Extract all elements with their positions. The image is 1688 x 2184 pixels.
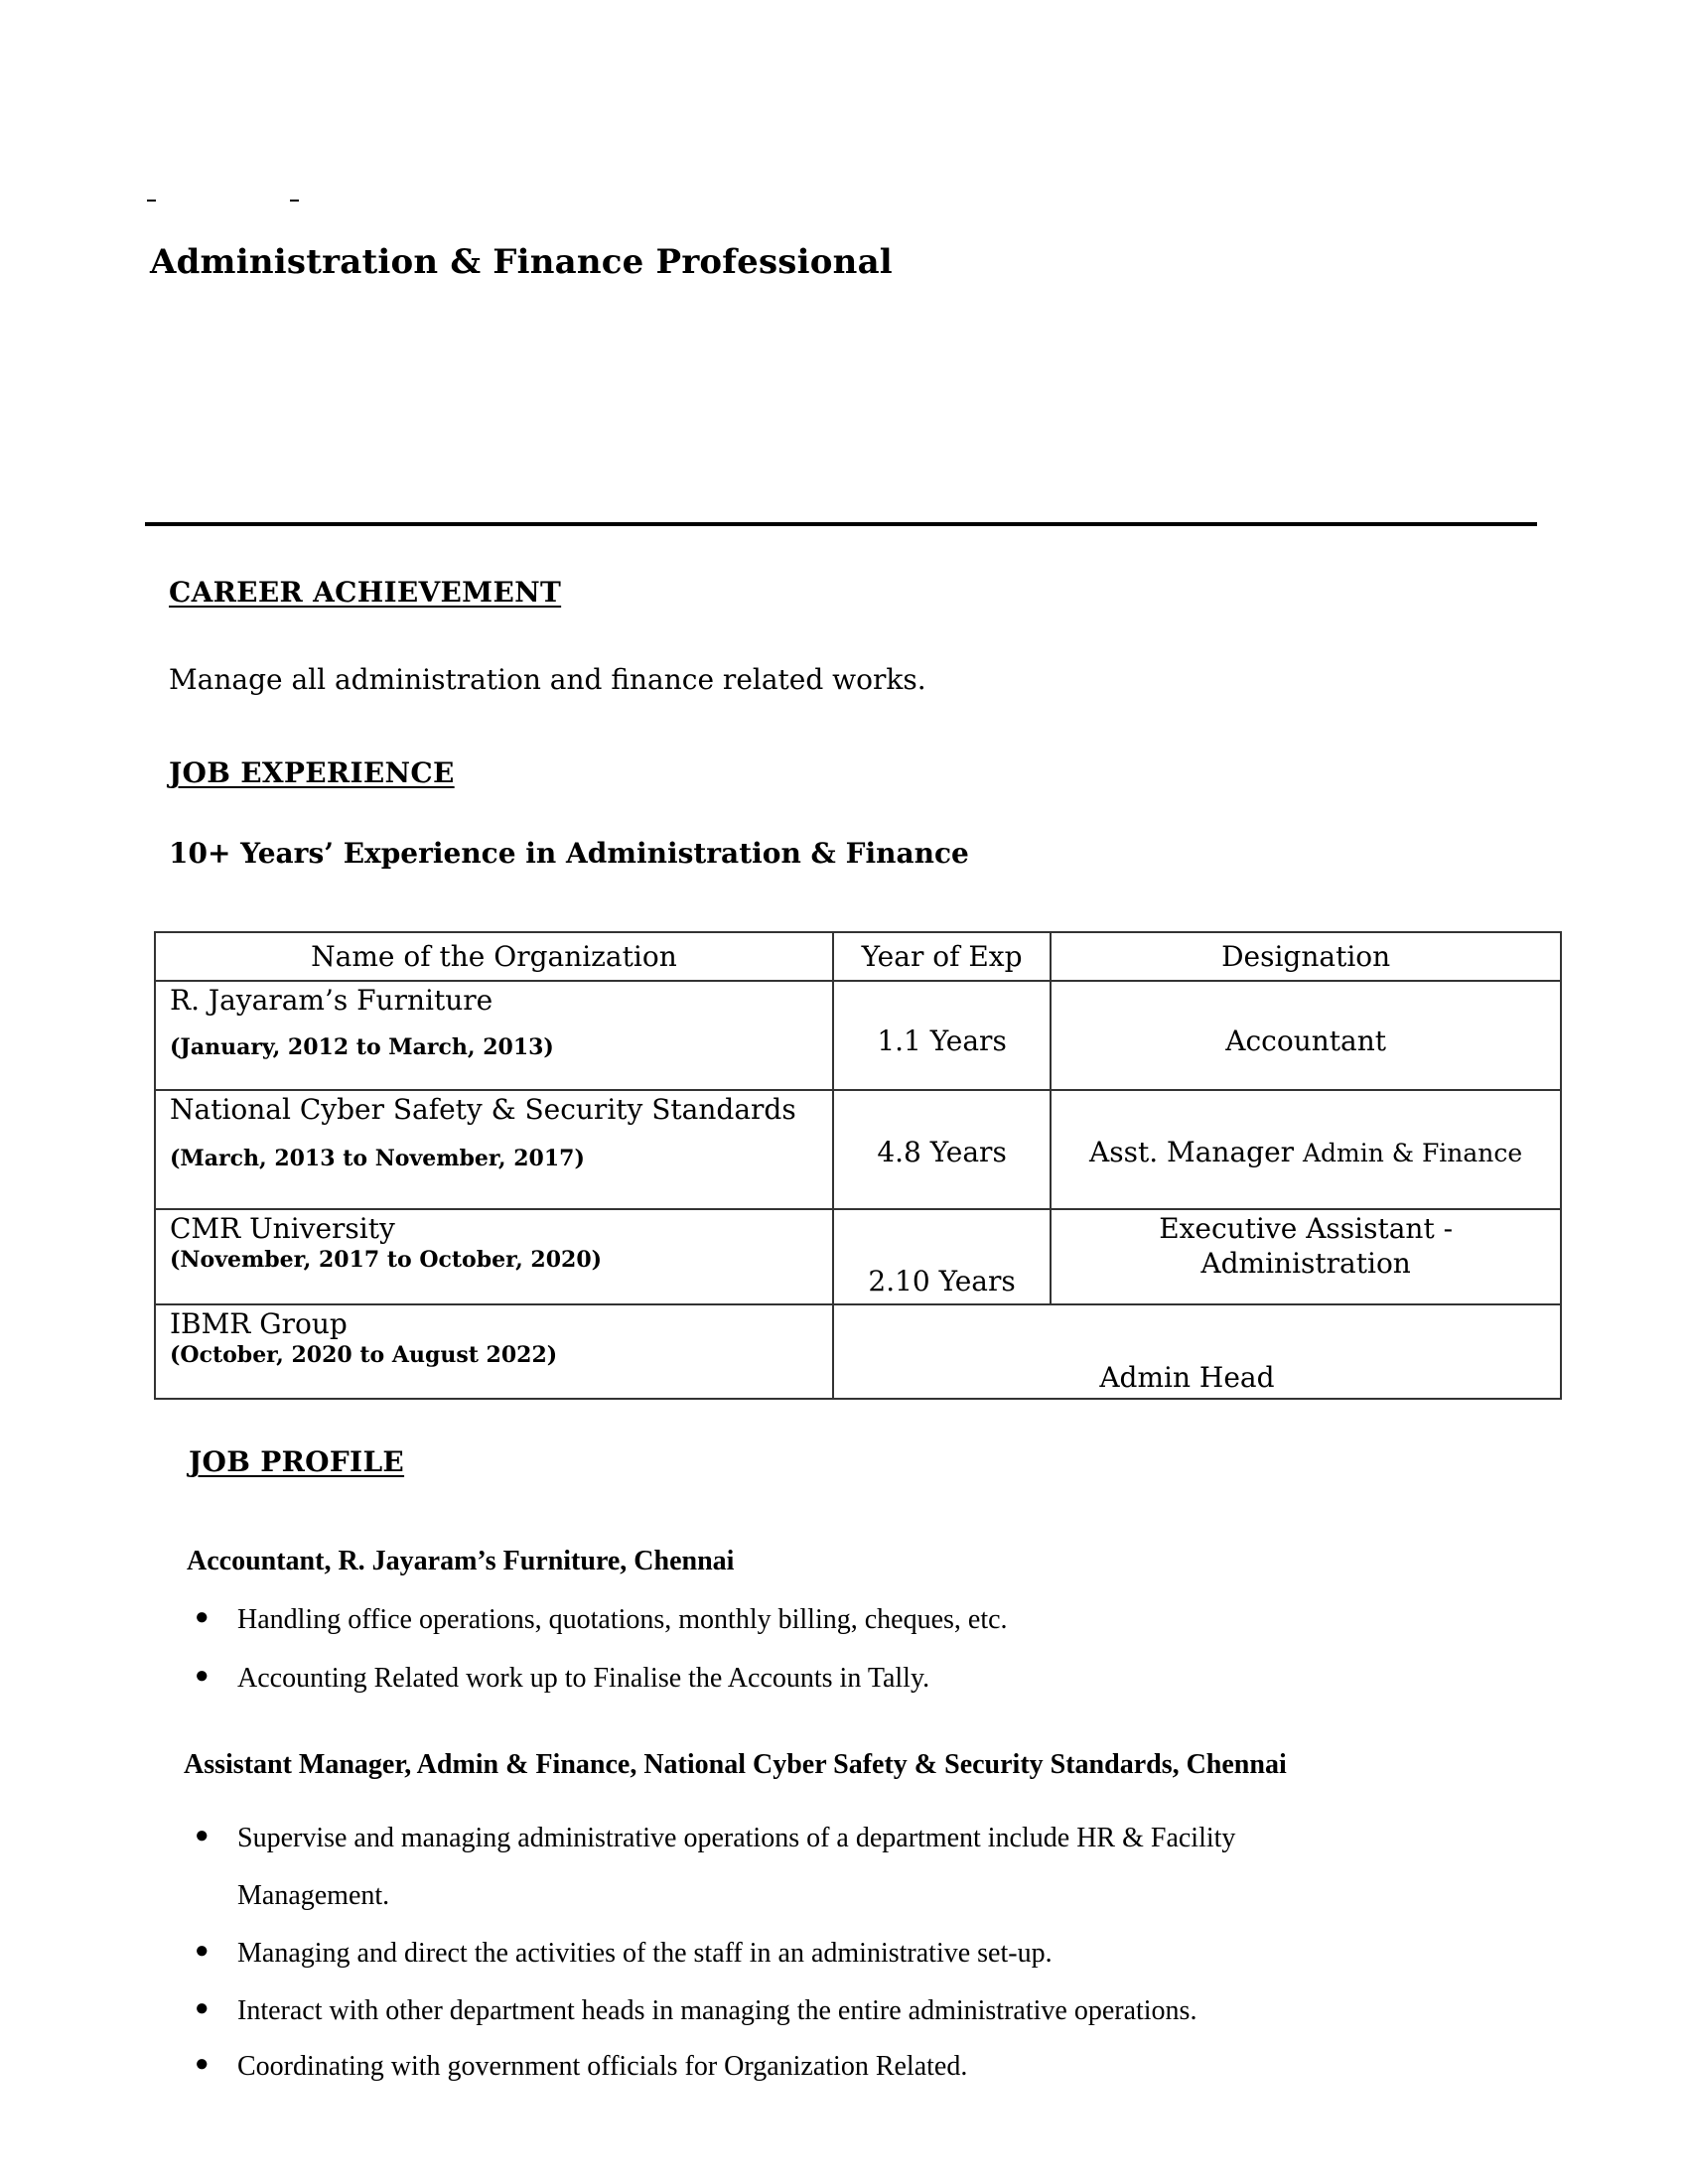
stray-mark	[147, 200, 156, 202]
page-title: Administration & Finance Professional	[150, 242, 893, 282]
header-divider	[145, 522, 1537, 526]
job-profile-heading: JOB PROFILE	[189, 1445, 405, 1478]
career-achievement-text: Manage all administration and finance related works.	[169, 663, 926, 696]
bullet-text: Management.	[237, 1880, 390, 1911]
organization-cell	[155, 1090, 833, 1209]
column-header-designation: Designation	[1051, 932, 1561, 981]
bullet-text: Handling office operations, quotations, monthly billing, cheques, etc.	[237, 1604, 1008, 1635]
organization-name: R. Jayaram’s Furniture	[170, 984, 493, 1017]
bullet-icon: ●	[195, 1604, 210, 1630]
bullet-text: Supervise and managing administrative operations of a department include HR & Facility	[237, 1823, 1236, 1853]
bullet-icon: ●	[195, 2051, 210, 2077]
designation-cell-merged	[833, 1304, 1561, 1399]
bullet-text: Managing and direct the activities of the staff in an administrative set-up.	[237, 1938, 1053, 1969]
organization-cell	[155, 1304, 833, 1399]
table-row	[155, 1304, 1561, 1399]
years-value: 1.1 Years	[877, 1024, 1007, 1057]
designation-cell	[1051, 1209, 1561, 1304]
designation-line-1: Executive Assistant -	[1159, 1212, 1454, 1245]
table-header-row	[155, 932, 1561, 981]
experience-summary: 10+ Years’ Experience in Administration & Finance	[169, 837, 969, 870]
bullet-text: Coordinating with government officials for Organization Related.	[237, 2051, 968, 2082]
organization-name: CMR University	[170, 1212, 395, 1245]
years-value: 4.8 Years	[877, 1135, 1007, 1168]
organization-period: (October, 2020 to August 2022)	[170, 1342, 558, 1368]
career-achievement-heading: CAREER ACHIEVEMENT	[169, 576, 562, 609]
designation-main: Asst. Manager	[1089, 1135, 1295, 1168]
years-cell	[833, 981, 1051, 1090]
bullet-icon: ●	[195, 1823, 210, 1848]
organization-cell	[155, 981, 833, 1090]
table-row	[155, 1090, 1561, 1209]
role-title: Accountant, R. Jayaram’s Furniture, Chennai	[187, 1546, 735, 1576]
column-header-organization: Name of the Organization	[155, 932, 833, 981]
years-value: 2.10 Years	[868, 1265, 1016, 1297]
organization-name: National Cyber Safety & Security Standards	[170, 1093, 796, 1126]
organization-period: (March, 2013 to November, 2017)	[170, 1146, 585, 1171]
organization-name: IBMR Group	[170, 1307, 348, 1340]
stray-mark	[290, 200, 299, 202]
bullet-text: Interact with other department heads in managing the entire administrative operations.	[237, 1995, 1197, 2026]
role-title: Assistant Manager, Admin & Finance, National Cyber Safety & Security Standards, Chennai	[184, 1749, 1287, 1780]
designation-cell	[1051, 1090, 1561, 1209]
designation-value: Accountant	[1225, 1024, 1386, 1057]
designation-value	[1052, 1136, 1560, 1168]
column-header-years: Year of Exp	[833, 932, 1051, 981]
designation-line-2: Administration	[1200, 1247, 1411, 1280]
years-cell	[833, 1090, 1051, 1209]
table-row	[155, 1209, 1561, 1304]
bullet-icon: ●	[195, 1995, 210, 2021]
table-row	[155, 981, 1561, 1090]
designation-rest: Admin & Finance	[1302, 1138, 1523, 1167]
bullet-icon: ●	[195, 1938, 210, 1964]
bullet-icon: ●	[195, 1663, 210, 1689]
designation-cell	[1051, 981, 1561, 1090]
bullet-text: Accounting Related work up to Finalise the Accounts in Tally.	[237, 1663, 930, 1694]
organization-period: (November, 2017 to October, 2020)	[170, 1247, 603, 1273]
organization-cell	[155, 1209, 833, 1304]
designation-value: Admin Head	[1099, 1361, 1275, 1394]
organization-period: (January, 2012 to March, 2013)	[170, 1034, 554, 1060]
years-cell	[833, 1209, 1051, 1304]
job-experience-heading: JOB EXPERIENCE	[169, 756, 455, 789]
experience-table	[154, 931, 1562, 1400]
